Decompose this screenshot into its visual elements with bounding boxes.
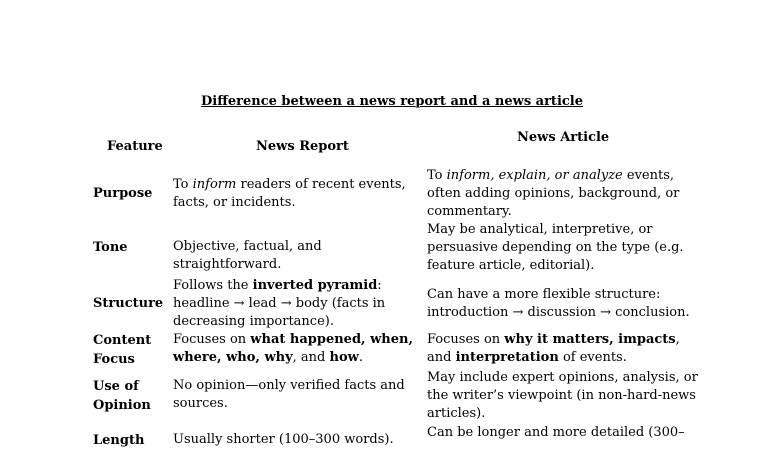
feature-label-text: Content xyxy=(93,333,152,348)
cell-text: Objective, factual, and straightforward. xyxy=(173,239,322,272)
cell-article-tone xyxy=(427,221,707,275)
header-news-report: News Report xyxy=(256,139,349,154)
cell-text: To xyxy=(173,177,193,192)
feature-label-text: Opinion xyxy=(93,398,151,413)
cell-article-purpose xyxy=(427,167,707,221)
feature-label-text: Purpose xyxy=(93,186,153,201)
cell-text: , and xyxy=(427,332,680,365)
cell-text: : headline → lead → body (facts in decreasing importance). xyxy=(173,278,386,329)
cell-article-use-of-opinion xyxy=(427,369,707,423)
cell-report-structure xyxy=(173,277,429,331)
header-feature: Feature xyxy=(107,139,163,154)
italic-text: inform xyxy=(192,177,237,192)
row-label-purpose xyxy=(93,184,168,203)
cell-text: Focuses on xyxy=(427,332,505,347)
cell-article-content-focus xyxy=(427,331,707,367)
cell-text: , and xyxy=(292,350,330,365)
header-news-article: News Article xyxy=(517,130,610,145)
bold-text: why it matters, impacts xyxy=(504,332,676,347)
cell-text: Usually shorter (100–300 words). xyxy=(173,432,394,447)
cell-text: No opinion—only verified facts and sources. xyxy=(173,378,405,411)
cell-text: Can be longer and more detailed (300– xyxy=(427,425,685,440)
bold-text: what happened, when, where, who, why xyxy=(173,332,413,365)
bold-text: inverted pyramid xyxy=(252,278,378,293)
cell-report-length xyxy=(173,431,429,449)
cell-report-use-of-opinion xyxy=(173,377,429,413)
cell-text: May include expert opinions, analysis, or the writer’s viewpoint (in non-hard-news articles). xyxy=(427,370,698,421)
cell-text: events, often adding opinions, background, or commentary. xyxy=(427,168,680,219)
row-label-content-focus xyxy=(93,331,168,369)
cell-text: readers of recent events, facts, or incidents. xyxy=(173,177,406,210)
row-label-structure xyxy=(93,294,168,313)
bold-text: how xyxy=(329,350,359,365)
document-title: Difference between a news report and a news article xyxy=(200,94,584,109)
cell-text: Can have a more flexible structure: introduction → discussion → conclusion. xyxy=(427,287,690,320)
cell-text: Focuses on xyxy=(173,332,251,347)
row-label-use-of-opinion xyxy=(93,377,168,415)
feature-label-text: Focus xyxy=(93,352,135,367)
bold-text: interpretation xyxy=(455,350,559,365)
cell-text: Follows the xyxy=(173,278,253,293)
cell-report-tone xyxy=(173,238,429,274)
italic-text: inform, explain, or analyze xyxy=(446,168,623,183)
cell-report-content-focus xyxy=(173,331,429,367)
cell-article-structure xyxy=(427,286,707,322)
feature-label-text: Length xyxy=(93,433,145,448)
feature-label-text: Structure xyxy=(93,296,164,311)
cell-text: To xyxy=(427,168,447,183)
cell-report-purpose xyxy=(173,176,429,212)
cell-text: May be analytical, interpretive, or persuasive depending on the type (e.g. feature article, editorial). xyxy=(427,222,684,273)
feature-label-text: Use of xyxy=(93,379,139,394)
cell-article-length xyxy=(427,424,707,442)
cell-text: . xyxy=(358,350,363,365)
cell-text: of events. xyxy=(558,350,627,365)
row-label-tone xyxy=(93,238,168,257)
feature-label-text: Tone xyxy=(93,240,128,255)
